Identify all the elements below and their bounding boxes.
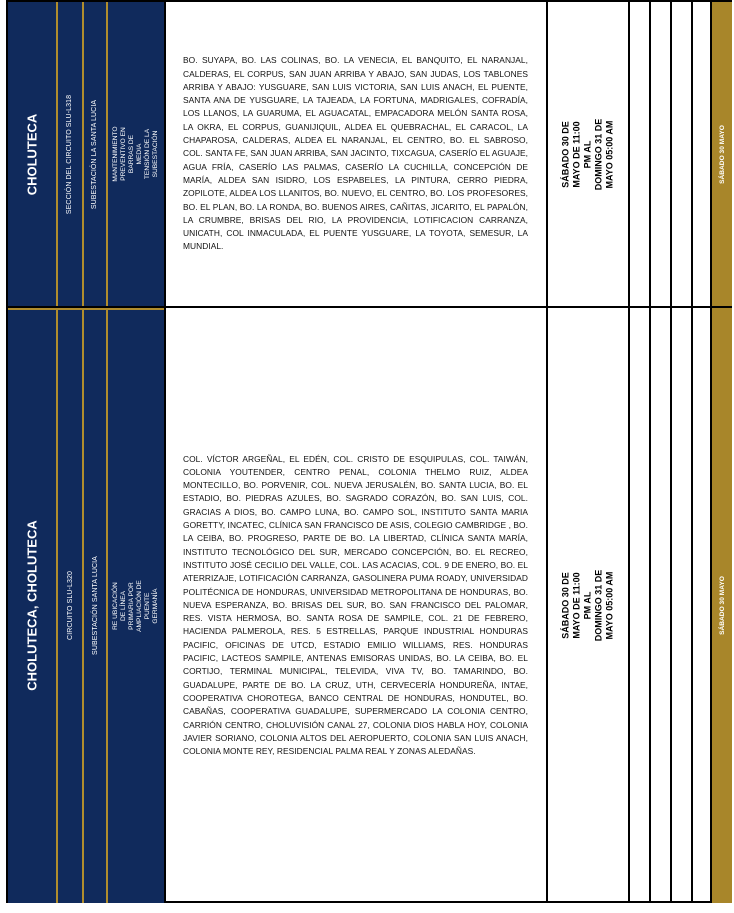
schedule-text: SÁBADO 30 DE MAYO DE 11:00 PM AL DOMINGO 31 DE MAYO 05:00 AM <box>560 118 615 190</box>
divider <box>628 308 630 903</box>
divider <box>670 308 672 903</box>
schedule-cell <box>548 308 628 903</box>
day-cell <box>712 308 732 903</box>
circuit-label: CIRCUITO SLU-L320 <box>66 571 74 640</box>
divider <box>691 2 693 306</box>
day-cell <box>712 2 732 306</box>
schedule-cell <box>548 2 628 306</box>
circuit-cell <box>58 308 82 903</box>
divider <box>628 2 630 306</box>
work-description: MANTENIMIENTO PREVENTIVO EN BARRAS DE MEDIA TENSIÓN DE LA SUBESTACIÓN <box>112 126 159 182</box>
schedule-text: SÁBADO 30 DE MAYO DE 11:00 PM AL DOMINGO 31 DE MAYO 05:00 AM <box>560 569 615 642</box>
work-cell <box>108 308 164 903</box>
divider <box>691 308 693 903</box>
affected-areas-text: BO. SUYAPA, BO. LAS COLINAS, BO. LA VENECIA, EL BANQUITO, EL NARANJAL, CALDERAS, EL CORPUS, SAN JUAN ARRIBA Y ABAJO, SAN JUDAS, LOS TABLONES ARRIBA Y ABAJO: YUSGUARE, SAN LUIS VICTORIA, SAN LUIS ANACH, EL PUENTE, SANTA ANA DE YUSGUARE, LA TAJEADA, LA FORTUNA, MADRIGALES, COFRADÍA, LOS LLANOS, LA GUARUMA, EL AGUACATAL, EMPACADORA MELÓN SANTA ROSA, LA OKRA, EL CORPUS, GUANIJIQUIL, ALDEA EL QUEBRACHAL, EL CARACOL, LA CHAPAROSA, CALDERAS, ALDEA EL NARANJAL, EL CENTRO, BO. EL SABROSO, COL. SANTA FE, SAN JUAN ARRIBA, SAN JACINTO, TIXCAGUA, CASERÍO EL AGUAJE, AGUA FRÍA, CASERÍO LAS PALMAS, CASERÍO LA CUCHILLA, CONCEPCIÓN DE MARÍA, ALDEA SAN ISIDRO, LOS ESPABELES, LA PINTURA, CERRO PIEDRA, ZOPILOTE, ALDEA LOS LLANITOS, BO. NUEVO, EL CENTRO, BO. LOS PROFESORES, BO. EL PLAN, BO. LA RONDA, BO. BUENOS AIRES, CAÑITAS, JICARITO, EL PAPALÓN, LA CRUMBRE, BRISAS DEL RIO, LA PROVIDENCIA, LOTIFICACION CARRANZA, UNICATH, COL INMACULADA, EL PUENTE YUSGUARE, LA TOYOTA, SEMESUR, LA MUNDIAL. <box>183 55 528 252</box>
location-cell <box>8 308 56 903</box>
location-label: CHOLUTECA <box>24 113 40 195</box>
divider <box>649 2 651 306</box>
affected-areas-cell <box>164 308 548 903</box>
substation-cell <box>84 2 106 306</box>
location-cell <box>8 2 56 306</box>
outage-schedule-table <box>6 0 732 903</box>
circuit-label: SECCIÓN DEL CIRCUITO SLU-L318 <box>66 94 74 214</box>
table-row <box>8 2 730 308</box>
circuit-cell <box>58 2 82 306</box>
table-row <box>8 308 730 903</box>
location-label: CHOLUTECA, CHOLUTECA <box>24 520 40 691</box>
divider <box>670 2 672 306</box>
day-label: SÁBADO 30 MAYO <box>718 124 726 184</box>
substation-cell <box>84 308 106 903</box>
affected-areas-cell <box>164 2 548 306</box>
substation-label: SUBESTACIÓN SANTA LUCIA <box>91 556 99 655</box>
day-label: SÁBADO 30 MAYO <box>718 576 726 635</box>
work-cell <box>108 2 164 306</box>
work-description: RE UBICACIÓN DE LÍNEA PRIMARIA POR AMPLIACIÓN DE PUENTE GERMANÍA <box>112 579 159 632</box>
divider <box>649 308 651 903</box>
substation-label: SUBESTACIÓN LA SANTA LUCIA <box>91 99 99 209</box>
affected-areas-text: COL. VÍCTOR ARGEÑAL, EL EDÉN, COL. CRISTO DE ESQUIPULAS, COL. TAIWÁN, COLONIA YOUTENDER, CENTRO PENAL, COLONIA THELMO RUIZ, ALDEA MONTECILLO, BO. PORVENIR, COL. NUEVA JERUSALÉN, BO. SANTA LUCIA, BO. EL ESTADIO, BO. PIEDRAS AZULES, BO. SAGRADO CORAZÓN, BO. SAN LUIS, COL. GRACIAS A DIOS, BO. CAMPO LUNA, BO. CAMPO SOL, INSTITUTO SANTA MARIA GORETTY, INCATEC, CLÍNICA SAN FRANCISCO DE ASIS, COLEGIO CAMBRIDGE , BO. LA CEIBA, BO. PROGRESO, PARTE DE BO. LA LIBERTAD, CLÍNICA SANTA MARÍA, INSTITUTO TECNOLÓGICO DEL SUR, MERCADO CONCEPCIÓN, BO. EL RECREO, INSTITUTO JOSÉ CECILIO DEL VALLE, COL. LAS ACACIAS, COL. 9 DE ENERO, BO. EL ATERRIZAJE, LOTIFICACIÓN CARRANZA, GASOLINERA PUMA ROADY, UNIVERSIDAD POLITÉCNICA DE HONDURAS, UNIVERSIDAD METROPOLITANA DE HONDURAS, BO. NUEVA ESPERANZA, BO. BRISAS DEL SUR, BO. SAN FRANCISCO DEL PALOMAR, RES. VISTA HERMOSA, BO. SANTA ROSA DE SAMPILE, COL. 21 DE FEBRERO, HACIENDA PALMEROLA, RES. 5 ESTRELLAS, PARQUE INDUSTRIAL HONDURAS PACIFIC, OFICINAS DE UTCD, ESTADIO EMILIO WILLIAMS, RES. HONDURAS PACIFIC, LACTEOS SAMPILE, ANTENAS EMISORAS UNIDAS, BO. LA CEIBA, BO. EL CORTIJO, TERMINAL MUNICIPAL, TELEVIDA, VIVA TV, BO. TAMARINDO, BO. GUADALUPE, PARTE DE BO. LA CRUZ, UTH, CERVECERÍA HONDUREÑA, INTAE, COOPERATIVA CHOROTEGA, BANCO CENTRAL DE HONDURAS, HONDUTEL, BO. CABAÑAS, COOPERATIVA GUADALUPE, SUPERMERCADO LA COLONIA CENTRO, CARRIÓN CENTRO, CHOLUVISIÓN CANAL 27, COLONIA DIOS HABLA HOY, COLONIA JAVIER SORIANO, COLONIA ALTOS DEL AEROPUERTO, COLONIA SAN LUIS ANACH, COLONIA MONTE REY, RESIDENCIAL PALMA REAL Y ZONAS ALEDAÑAS. <box>183 453 528 757</box>
